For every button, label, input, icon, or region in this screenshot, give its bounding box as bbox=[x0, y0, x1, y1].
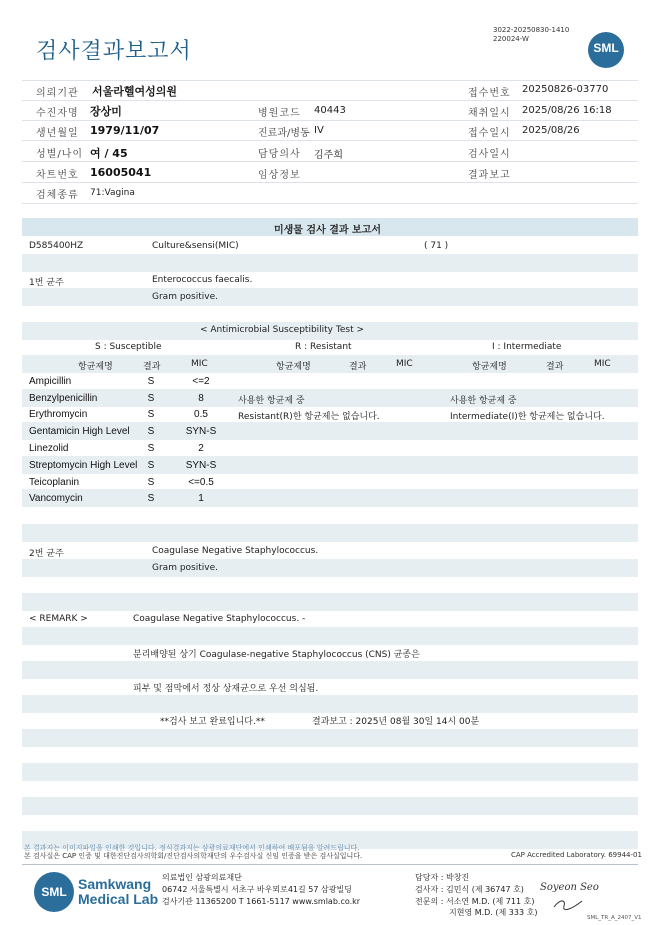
doctor-value: 김주희 bbox=[314, 150, 343, 161]
remark-line-1: Coagulase Negative Staphylococcus. - bbox=[133, 614, 306, 624]
brand-line-2: Medical Lab bbox=[78, 891, 159, 907]
doctor-label: 담당의사 bbox=[258, 149, 301, 160]
col-mic-i: MIC bbox=[594, 359, 611, 369]
remark-line-3: 피부 및 점막에서 정상 상재균으로 우선 의심됨. bbox=[133, 684, 319, 694]
sml-footer-logo bbox=[34, 872, 74, 912]
drug-row-3-mic: 0.5 bbox=[194, 409, 208, 420]
brand-line-1: Samkwang bbox=[78, 876, 152, 892]
drug-row-1-name: Ampicillin bbox=[29, 376, 72, 387]
resistant-none-note: Resistant(R)한 항균제는 없습니다. bbox=[238, 412, 380, 422]
drug-row-3-name: Erythromycin bbox=[29, 409, 88, 420]
intermediate-used-note: 사용한 항균제 중 bbox=[450, 396, 517, 406]
page-title: 검사결과보고서 bbox=[36, 39, 192, 64]
drug-row-5-name: Linezolid bbox=[29, 443, 69, 454]
test-date-label: 검사일시 bbox=[468, 149, 511, 160]
col-drug-i: 항균제명 bbox=[472, 362, 507, 372]
specimen-value: 71:Vagina bbox=[90, 188, 135, 198]
drug-row-6-mic: SYN-S bbox=[185, 460, 217, 471]
accreditation-notice: 본 검사실은 CAP 인증 및 대한진단검사의학회/진단검사의학재단의 우수검사실 신임 인증을 받은 검사실입니다. bbox=[24, 852, 363, 860]
sml-logo bbox=[588, 32, 624, 68]
document-code-line-1: 3022-20250830-1410 bbox=[493, 26, 570, 34]
drug-row-5-result: S bbox=[147, 443, 155, 454]
drug-row-8-result: S bbox=[147, 493, 155, 504]
remark-label: < REMARK > bbox=[29, 614, 88, 624]
specimen-label: 검체종류 bbox=[36, 190, 79, 201]
legend-resistant: R : Resistant bbox=[295, 342, 352, 352]
receipt-date-label: 접수일시 bbox=[468, 128, 511, 139]
sex-age-label: 성별/나이 bbox=[36, 149, 84, 160]
drug-row-2-result: S bbox=[147, 393, 155, 404]
specialist-2: 지현영 M.D. (제 333 호) bbox=[449, 908, 538, 917]
image-print-notice: 본 결과지는 이미지파일을 인쇄한 것입니다. 정식결과지는 삼광의료재단에서 인쇄하여 배포됨을 알려드립니다. bbox=[24, 844, 360, 852]
organism-2-gram: Gram positive. bbox=[152, 563, 218, 573]
org-address: 06742 서울특별시 서초구 바우뫼로41길 57 삼광빌딩 bbox=[162, 885, 352, 894]
drug-row-7-result: S bbox=[147, 477, 155, 488]
drug-row-2-name: Benzylpenicillin bbox=[29, 393, 98, 404]
sml-logo-text: SML bbox=[593, 41, 619, 55]
patient-label: 수진자명 bbox=[36, 108, 79, 119]
receipt-no-value: 20250826-03770 bbox=[522, 84, 609, 95]
form-code: SML_TR_A_2407_V1 bbox=[587, 915, 642, 921]
drug-row-3-result: S bbox=[147, 409, 155, 420]
clinical-label: 임상정보 bbox=[258, 170, 301, 181]
resistant-used-note: 사용한 항균제 중 bbox=[238, 396, 305, 406]
drug-row-6-name: Streptomycin High Level bbox=[29, 460, 138, 471]
chart-label: 차트번호 bbox=[36, 170, 79, 181]
drug-row-7-name: Teicoplanin bbox=[29, 477, 80, 488]
drug-row-4-name: Gentamicin High Level bbox=[29, 426, 130, 437]
col-mic-r: MIC bbox=[396, 359, 413, 369]
test-code: D585400HZ bbox=[29, 241, 84, 251]
result-report-time: 결과보고 : 2025년 08월 30일 14시 00분 bbox=[312, 717, 480, 727]
birth-label: 생년월일 bbox=[36, 128, 79, 139]
dept-value: IV bbox=[314, 125, 324, 136]
birth-value: 1979/11/07 bbox=[90, 124, 160, 137]
receipt-date-value: 2025/08/26 bbox=[522, 125, 580, 136]
legend-intermediate: I : Intermediate bbox=[492, 342, 562, 352]
drug-row-8-name: Vancomycin bbox=[29, 493, 83, 504]
drug-row-1-result: S bbox=[147, 376, 155, 387]
manager: 담당자 : 박창진 bbox=[415, 873, 470, 882]
brand-name bbox=[78, 877, 158, 907]
requesting-org-label: 의뢰기관 bbox=[36, 88, 79, 99]
col-drug-s: 항균제명 bbox=[78, 362, 113, 372]
legend-susceptible: S : Susceptible bbox=[95, 342, 162, 352]
cap-accreditation: CAP Accredited Laboratory. 69944-01 bbox=[511, 851, 642, 859]
col-drug-r: 항균제명 bbox=[276, 362, 311, 372]
col-result-i: 결과 bbox=[546, 362, 564, 372]
collection-date-value: 2025/08/26 16:18 bbox=[522, 105, 612, 116]
examiner-signature: Soyeon Seo bbox=[540, 882, 599, 893]
specialist-signature bbox=[552, 897, 584, 911]
micro-section-title: 미생물 검사 결과 보고서 bbox=[273, 225, 382, 236]
col-result-s: 결과 bbox=[143, 362, 161, 372]
remark-line-2: 분리배양된 상기 Coagulase-negative Staphylococcus (CNS) 균종은 bbox=[133, 650, 420, 660]
receipt-no-label: 접수번호 bbox=[468, 88, 511, 99]
document-code-line-2: 220024-W bbox=[493, 35, 529, 43]
sex-age-value: 여 / 45 bbox=[90, 147, 128, 160]
specialist-1: 전문의 : 서소연 M.D. (제 711 호) bbox=[415, 897, 535, 906]
drug-row-2-mic: 8 bbox=[198, 393, 204, 404]
drug-row-7-mic: <=0.5 bbox=[188, 477, 214, 488]
organism-1-name: Enterococcus faecalis. bbox=[152, 275, 253, 285]
drug-row-8-mic: 1 bbox=[198, 493, 204, 504]
chart-value: 16005041 bbox=[90, 166, 152, 179]
test-name: Culture&sensi(MIC) bbox=[152, 241, 239, 251]
collection-date-label: 채취일시 bbox=[468, 108, 511, 119]
drug-row-4-mic: SYN-S bbox=[185, 426, 217, 437]
drug-row-1-mic: <=2 bbox=[192, 376, 210, 387]
organism-2-name: Coagulase Negative Staphylococcus. bbox=[152, 546, 319, 556]
drug-row-4-result: S bbox=[147, 426, 155, 437]
document-code bbox=[493, 26, 569, 44]
examiner: 검사자 : 김민식 (제 36747 호) bbox=[415, 885, 524, 894]
sml-footer-logo-text: SML bbox=[41, 885, 67, 899]
drug-row-6-result: S bbox=[147, 460, 155, 471]
requesting-org-value: 서울라헬여성의원 bbox=[92, 85, 178, 98]
patient-value: 장상미 bbox=[90, 105, 122, 118]
col-result-r: 결과 bbox=[349, 362, 367, 372]
result-report-label: 결과보고 bbox=[468, 170, 511, 181]
hospital-code-label: 병원코드 bbox=[258, 108, 301, 119]
hospital-code-value: 40443 bbox=[314, 105, 346, 116]
organism-2-label: 2번 균주 bbox=[29, 549, 64, 559]
dept-label: 진료과/병동 bbox=[258, 128, 310, 139]
organism-1-gram: Gram positive. bbox=[152, 292, 218, 302]
organism-1-label: 1번 균주 bbox=[29, 278, 64, 288]
test-number: ( 71 ) bbox=[424, 241, 449, 251]
report-complete-note: **검사 보고 완료입니다.** bbox=[160, 717, 265, 727]
org-name: 의료법인 삼광의료재단 bbox=[162, 873, 242, 882]
col-mic-s: MIC bbox=[191, 359, 208, 369]
ast-title: < Antimicrobial Susceptibility Test > bbox=[200, 325, 364, 335]
drug-row-5-mic: 2 bbox=[198, 443, 204, 454]
intermediate-none-note: Intermediate(I)한 항균제는 없습니다. bbox=[450, 412, 605, 422]
org-contact: 검사기관 11365200 T 1661-5117 www.smlab.co.kr bbox=[162, 897, 361, 906]
